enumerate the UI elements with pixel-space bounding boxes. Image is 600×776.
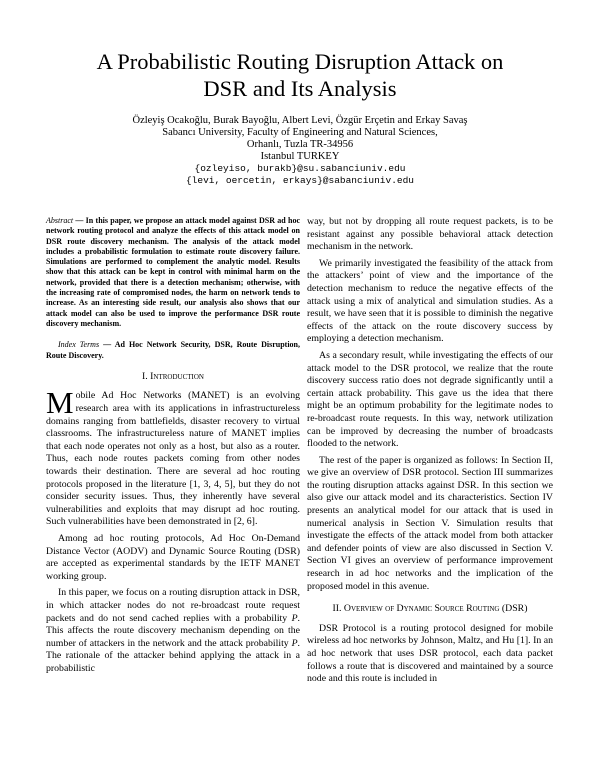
- abstract-text: — In this paper, we propose an attack model against DSR ad hoc network routing protocol and analyze the effects of this attack model on DSR route discovery mechanism. The analysis of the attack model includes a probabilistic formulation to estimate route discovery failure. Simulations are performed to complement the analytic model. Results show that this attack can be kept in control with minimal harm on the network, provided that there is a detection mechanism; otherwise, with the increasing rate of compromised nodes, the harm on network tends to increase. As an interesting side result, our analysis also shows that our attack model can also be used to improve the performance DSR route discovery mechanism.: [46, 216, 300, 328]
- intro-paragraph-2: Among ad hoc routing protocols, Ad Hoc On-Demand Distance Vector (AODV) and Dynamic Source Routing (DSR) are accepted as experimental standards by the IETF MANET working group.: [46, 532, 300, 582]
- left-column: [46, 216, 300, 680]
- intro-paragraph-3-part-a: In this paper, we focus on a routing disruption attack in DSR, in which attacker nodes do not re-broadcast route request packets and do not send cached replies with a probability: [46, 587, 300, 624]
- index-terms: [46, 340, 300, 361]
- author-block: [0, 115, 600, 187]
- author-names: Özleyiş Ocakoğlu, Burak Bayoğlu, Albert Levi, Özgür Erçetin and Erkay Savaş: [132, 115, 468, 126]
- intro-paragraph-1: [46, 385, 300, 529]
- section-heading-dsr-overview: II. Overview of Dynamic Source Routing (DSR): [332, 603, 528, 615]
- intro-paragraph-7: The rest of the paper is organized as follows: In Section II, we give an overview of DSR protocol. Section III summarizes the routing disruption attacks against DSR. In this section we also give our attack model and its characteristics. Section IV presents an analytical model for our attack that is used in numerical analysis in Section V. Simulation results that investigate the effects of the attack model from both attacker and defender points of view are also discussed in Section V. Section VI gives an overview of performance improvement research in ad hoc networks and the implication of the proposed model in this avenue.: [307, 454, 553, 592]
- email-line-1: {ozleyiso, burakb}@su.sabanciuniv.edu: [194, 163, 406, 174]
- intro-paragraph-1-text: obile Ad Hoc Networks (MANET) is an evolving research area with its applications in infrastructureless domains ranging from battlefields, disaster recovery to virtual classrooms. The infrastructureless nature of MANET implies that each node operates not only as a host, but also as a router. Thus, each node routes packets coming from other nodes towards their destination. There are several ad hoc routing protocols proposed in the literature [1, 3, 4, 5], but they do not consider security issues. Thus, they inherently have several vulnerabilities and exploits that may disrupt ad hoc routing. Such vulnerabilities have been demonstrated in [2, 6].: [46, 390, 300, 528]
- abstract: [46, 216, 300, 329]
- affiliation-line-2: Orhanlı, Tuzla TR-34956: [246, 139, 354, 150]
- title-line-2: DSR and Its Analysis: [203, 76, 397, 101]
- paper-title: [0, 48, 600, 102]
- affiliation-line-3: Istanbul TURKEY: [260, 151, 340, 162]
- intro-paragraph-5: We primarily investigated the feasibility of the attack from the attackers’ point of view and the importance of the detection mechanism to reduce the negative effects of the attack using a mix of analytical and simulation studies. As a result, we have seen that it is possible to diminish the negative effects of the attack on the route discovery success by employing a detection mechanism.: [307, 257, 553, 345]
- intro-paragraph-6: As a secondary result, while investigating the effects of our attack model to the DSR protocol, we realize that the route discovery success ratio does not degrade significantly until a certain attack probability. This gave us the idea that there might be an optimum probability for the legitimate nodes to re-broadcast route requests. In this way, network utilization can be improved by decreasing the number of broadcasts flooded to the network.: [307, 349, 553, 450]
- intro-paragraph-3-part-c: . The rationale of the attacker behind applying the attack in a probabilistic: [46, 637, 300, 674]
- email-line-2: {levi, oercetin, erkays}@sabanciuniv.edu: [185, 175, 415, 186]
- variable-p: P: [291, 612, 298, 624]
- affiliation-line-1: Sabancı University, Faculty of Engineering and Natural Sciences,: [162, 127, 438, 138]
- intro-paragraph-3: [46, 587, 300, 675]
- right-column: [307, 216, 553, 690]
- drop-cap: M: [46, 385, 74, 421]
- variable-p: P: [291, 637, 298, 649]
- title-line-1: A Probabilistic Routing Disruption Attack on: [96, 49, 504, 74]
- intro-paragraph-3-part-b: . This affects the route discovery mechanism depending on the number of attackers in the network and the attack probability: [46, 612, 300, 649]
- abstract-lead: Abstract: [46, 216, 74, 225]
- intro-paragraph-4: way, but not by dropping all route request packets, is to be resistant against any possible behavioral attack detection mechanism in the network.: [307, 216, 553, 253]
- section-heading-introduction: I. Introduction: [142, 370, 204, 382]
- index-terms-lead: Index Terms: [58, 340, 100, 350]
- dsr-paragraph-1: DSR Protocol is a routing protocol designed for mobile wireless ad hoc networks by Johnson, Maltz, and Hu [1]. In an ad hoc network that uses DSR protocol, each data packet follows a route that is discovered and maintained by a source node and this route is included in: [307, 622, 553, 685]
- index-terms-text: — Ad Hoc Network Security, DSR, Route Disruption, Route Discovery.: [46, 340, 300, 360]
